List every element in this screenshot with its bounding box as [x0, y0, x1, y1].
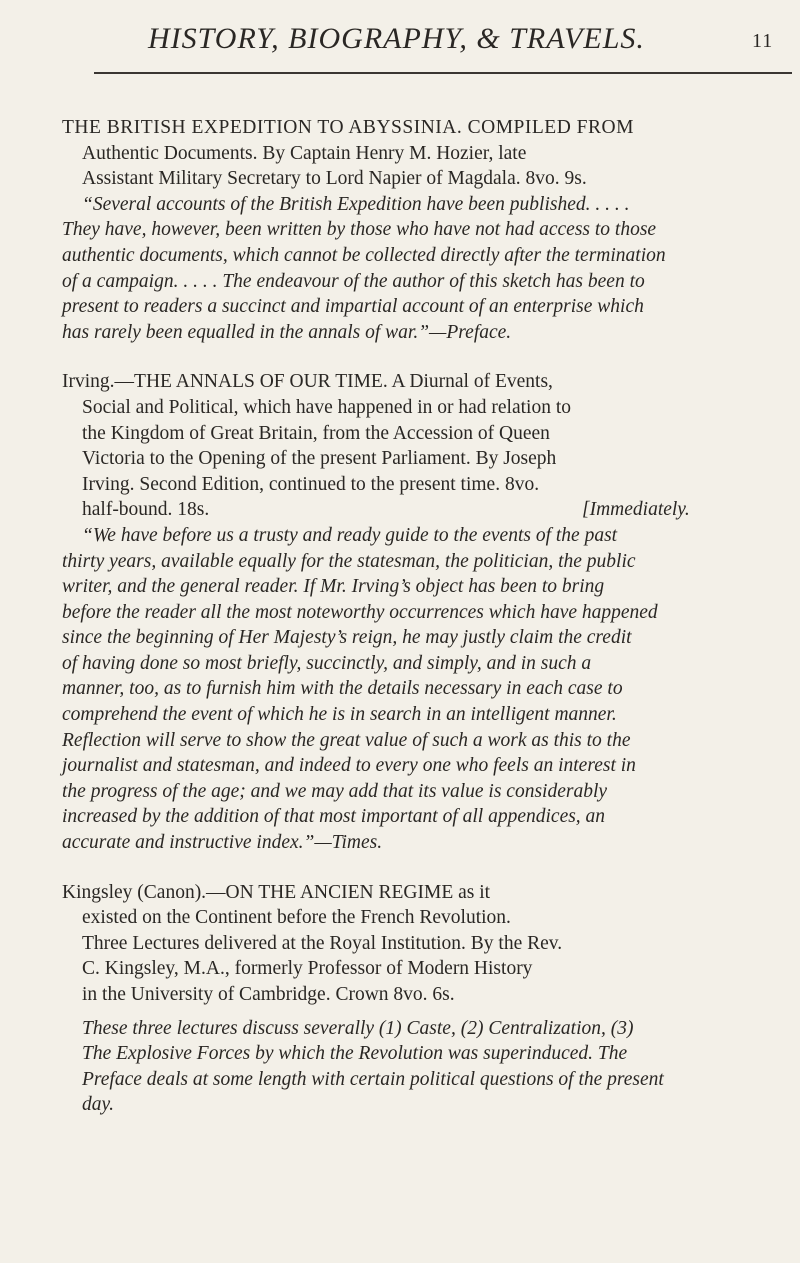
catalogue-entry-abyssinia: [62, 115, 752, 345]
description-line: These three lectures discuss severally (1) Caste, (2) Centralization, (3): [82, 1017, 634, 1039]
review-quote-line: of having done so most briefly, succinctly, and simply, and in such a: [62, 652, 592, 674]
entry-line: Social and Political, which have happened in or had relation to: [82, 396, 571, 418]
entry-title-line: Kingsley (Canon).—ON THE ANCIEN REGIME as it: [62, 881, 491, 903]
entry-line: [62, 497, 752, 523]
review-quote-line: of a campaign. . . . . The endeavour of the author of this sketch has been to: [62, 270, 645, 292]
review-quote-line: present to readers a succinct and impartial account of an enterprise which: [62, 296, 644, 318]
entry-line: C. Kingsley, M.A., formerly Professor of Modern History: [82, 958, 533, 980]
review-quote-line: “We have before us a trusty and ready guide to the events of the past: [82, 524, 618, 546]
header-rule: [94, 72, 792, 74]
review-quote-line: increased by the addition of that most important of all appendices, an: [62, 806, 606, 828]
entry-line: Assistant Military Secretary to Lord Napier of Magdala. 8vo. 9s.: [82, 168, 587, 190]
entry-line: Three Lectures delivered at the Royal Institution. By the Rev.: [82, 932, 563, 954]
page-number: 11: [752, 30, 774, 52]
review-quote-line: journalist and statesman, and indeed to every one who feels an interest in: [62, 755, 636, 777]
review-quote-line: has rarely been equalled in the annals of war.”—Preface.: [62, 321, 512, 343]
review-quote-line: accurate and instructive index.”—Times.: [62, 832, 383, 854]
running-head: HISTORY, BIOGRAPHY, & TRAVELS.: [148, 22, 645, 55]
review-quote-line: writer, and the general reader. If Mr. Irving’s object has been to bring: [62, 576, 605, 598]
entry-line: Victoria to the Opening of the present Parliament. By Joseph: [82, 448, 557, 470]
catalogue-entry-kingsley: [62, 880, 752, 1118]
review-quote-line: before the reader all the most noteworthy occurrences which have happened: [62, 601, 658, 623]
entry-line: the Kingdom of Great Britain, from the Accession of Queen: [82, 422, 550, 444]
description-line: The Explosive Forces by which the Revolution was superinduced. The: [82, 1043, 628, 1065]
entry-title-line: THE BRITISH EXPEDITION TO ABYSSINIA. COMPILED FROM: [62, 117, 634, 138]
review-quote-line: “Several accounts of the British Expedition have been published. . . . .: [82, 193, 630, 215]
publication-status: [Immediately.: [582, 499, 690, 521]
entry-line: existed on the Continent before the French Revolution.: [82, 907, 511, 929]
description-line: Preface deals at some length with certain political questions of the present: [82, 1068, 664, 1090]
review-quote-line: authentic documents, which cannot be collected directly after the termination: [62, 244, 666, 266]
entry-line-text: half-bound. 18s.: [82, 499, 210, 521]
page-body: [62, 115, 752, 1142]
review-quote-line: They have, however, been written by those who have not had access to those: [62, 219, 657, 241]
entry-line: in the University of Cambridge. Crown 8vo. 6s.: [82, 984, 455, 1005]
catalogue-entry-irving: [62, 369, 752, 855]
review-quote-line: the progress of the age; and we may add that its value is considerably: [62, 780, 608, 802]
entry-title-line: Irving.—THE ANNALS OF OUR TIME. A Diurnal of Events,: [62, 371, 553, 393]
review-quote-line: since the beginning of Her Majesty’s reign, he may justly claim the credit: [62, 627, 632, 649]
entry-line: Authentic Documents. By Captain Henry M. Hozier, late: [82, 142, 527, 164]
review-quote-line: comprehend the event of which he is in search in an intelligent manner.: [62, 704, 617, 726]
entry-line: Irving. Second Edition, continued to the present time. 8vo.: [82, 473, 540, 495]
review-quote-line: manner, too, as to furnish him with the details necessary in each case to: [62, 678, 623, 700]
review-quote-line: thirty years, available equally for the statesman, the politician, the public: [62, 550, 636, 572]
review-quote-line: Reflection will serve to show the great value of such a work as this to the: [62, 729, 631, 751]
description-line: day.: [82, 1094, 114, 1116]
